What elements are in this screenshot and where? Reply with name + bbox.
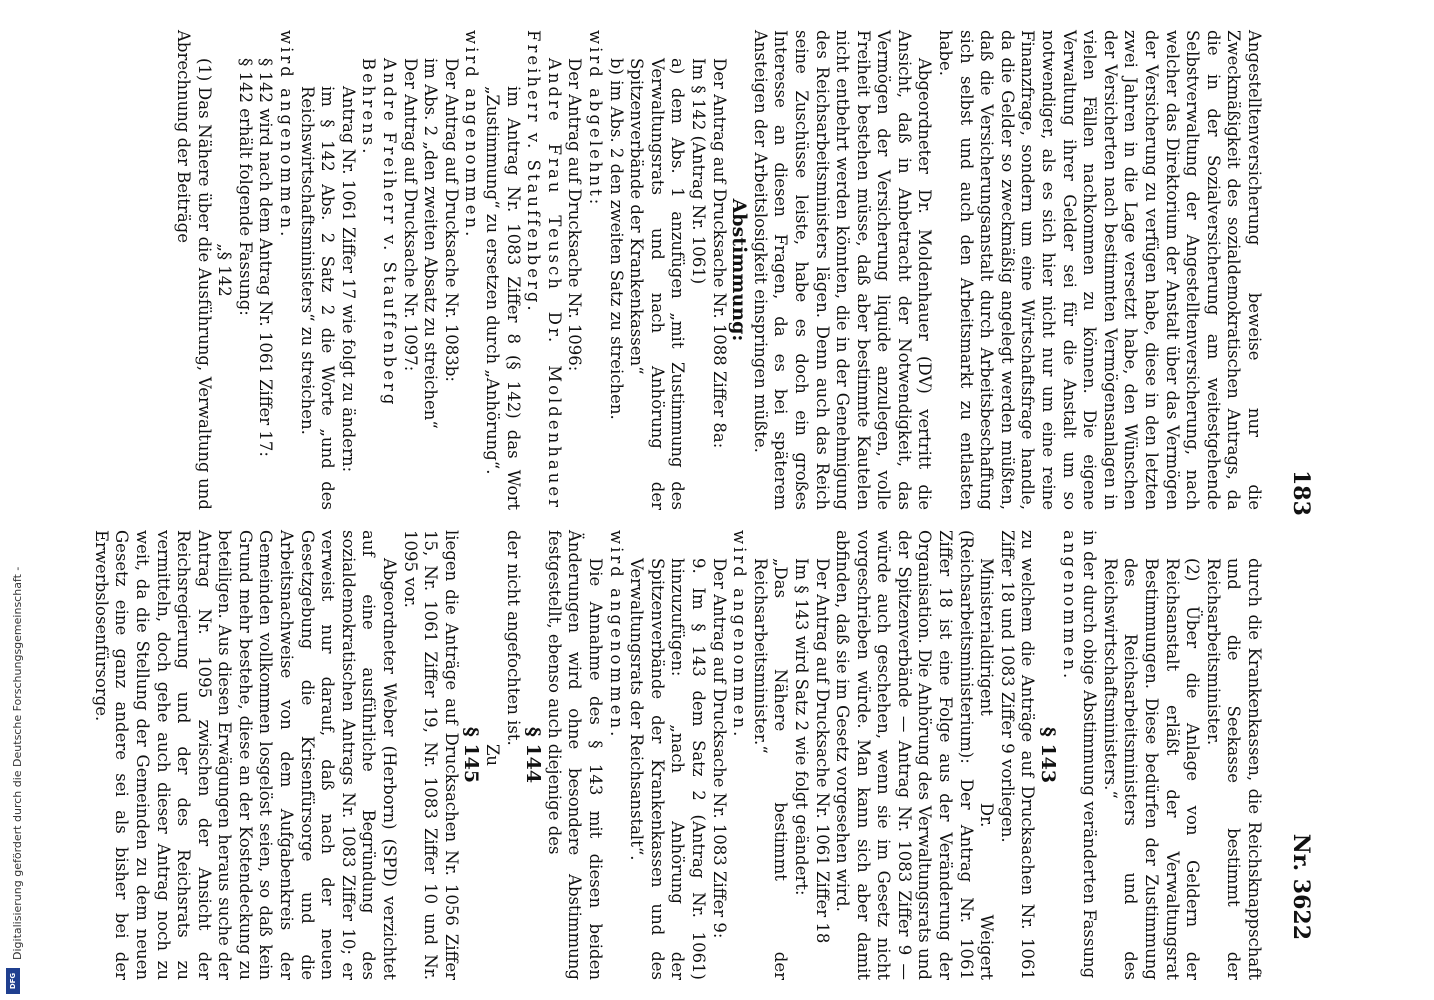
verdict: wird angenommen. [730,530,750,740]
paragraph: Die Annahme des § 143 mit diesen beiden Änderungen wird ohne besondere Abstimmung festgestellt, ebenso auch diejenige des [544,530,605,980]
paragraph: der nicht angefochten ist. [503,530,523,746]
paragraph: liegen die Anträge auf Drucksachen Nr. 1056 Ziffer 15, Nr. 1061 Ziffer 19, Nr. 1083 Ziffer 10 und Nr. 1095 vor. [400,530,461,980]
paragraph: (2) Über die Anlage von Geldern der Reichsanstalt erläßt der Verwaltungsrat Bestimmungen. Diese bedürfen der Zustimmung des Reichsarbeitsministers und des Reichswirtschaftsministers.“ [1100,558,1203,980]
paragraph: Antrag Nr. 1061 Ziffer 17 wie folgt zu ändern: [338,86,358,473]
paragraph: in der durch obige Abstimmung veränderten Fassung [1080,530,1100,979]
paragraph: zu welchem die Anträge auf Drucksachen Nr. 1061 Ziffer 18 und 1083 Ziffer 9 vorliegen. [997,530,1038,980]
paragraph: Ministerialdirigent Dr. Weigert (Reichsarbeitsministerium): Der Antrag Nr. 1061 Ziffer 18 ist eine Folge aus der Veränderung der Organisation. Die Anhörung des Verwaltungsrats und der Spitzenverbände — Antrag Nr. 1083 Ziffer 9 — würde auch geschehen, wenn sie im Gesetz nicht vorgeschrieben würde. Man kann sich aber damit abfinden, daß sie im Gesetz vorgesehen wird. [833,530,997,980]
paragraph: (1) Das Nähere über die Ausführung, Verwaltung und Abrechnung der Beiträge [174,30,214,510]
left-column [173,30,1264,510]
section-heading: Abstimmung: [728,198,751,342]
section-heading: § 144 [522,726,545,784]
dfg-logo-icon [6,968,20,994]
paragraph: Behrens. [359,58,379,157]
verdict: angenommen. [1059,530,1079,682]
verdict: wird abgelehnt: [586,30,605,208]
paragraph: § 142 erhält folgende Fassung: [235,58,255,316]
section-heading: § 143 [1037,726,1060,784]
paragraph: Abgeordneter Dr. Moldenhauer (DV) vertritt die Ansicht, daß in Anbetracht der Notwendigkeit, das Vermögen der Versicherung liquide anzulegen, volle Freiheit bestehen müsse, daß aber bestimmte Kautelen nicht entbehrt werden könnten, die in der Genehmigung des Reichsarbeitsministers lägen. Denn auch das Reich seine Zuschüsse leiste, habe es doch ein großes Interesse an diesen Fragen, da es bei späterem Ansteigen der Arbeitslosigkeit einspringen müßte. [750,30,935,510]
right-column [90,530,1264,980]
paragraph: Andre Frau Teusch Dr. Moldenhauer Freiherr v. Stauffenberg. [524,30,564,510]
paragraph: „Das Nähere bestimmt der Reichsarbeitsminister.“ [750,558,791,980]
paragraph: 9. Im § 143 dem Satz 2 (Antrag Nr. 1061) hinzuzufügen: „nach Anhörung der Spitzenverbände der Krankenkassen und des Verwaltungsrats der Reichsanstalt“. [627,558,708,980]
paragraph: Der Antrag auf Drucksache Nr. 1096: [565,58,585,372]
paragraph: im Antrag Nr. 1083 Ziffer 8 (§ 142) das Wort „Zustimmung“ zu ersetzen durch „Anhörung“. [483,86,523,510]
paragraph: Im § 143 wird Satz 2 wie folgt geändert: [791,558,811,896]
verdict: wird angenommen. [462,30,482,240]
paragraph: Der Antrag auf Drucksache Nr. 1083b: [441,58,461,382]
paragraph: Angestelltenversicherung beweise nur die Zweckmäßigkeit des sozialdemokratischen Antrags, da die in der Sozialversicherung am weitestgehende Selbstverwaltung der Angestelltenversicherung, nach welcher das Direktorium der Anstalt über das Vermögen der Versicherung zu verfügen habe, diese in den letzten zwei Jahren in die Lage versetzt habe, den Wünschen der Versicherten nach bestimmten Vermögensanlagen in vielen Fällen nachkommen zu können. Die eigene Verwaltung ihrer Gelder sei für die Anstalt um so notwendiger, als es sich hier nicht nur um eine reine Finanzfrage, sondern um eine Wirtschaftsfrage handle, da die Gelder so zweckmäßig angelegt werden müßten, daß die Versicherungsanstalt durch Arbeitsbeschaffung sich selbst und auch den Arbeitsmarkt zu entlasten habe. [936,30,1264,510]
paragraph: im Abs. 2 „den zweiten Absatz zu streichen“ [421,58,441,429]
paragraph: Der Antrag auf Drucksache Nr. 1097: [400,58,420,372]
quoted-heading: „§ 142 [215,243,235,297]
dfg-logo-label: DFG [9,972,17,990]
page-number: 183 [1288,470,1314,516]
paragraph: durch die Krankenkassen, die Reichsknappschaft und die Seekasse bestimmt der Reichsarbeitsminister. [1203,558,1264,980]
paragraph: Andre Freiherr v. Stauffenberg [380,58,400,408]
paragraph: Zu [483,743,503,767]
paragraph: Der Antrag auf Drucksache Nr. 1061 Ziffer 18 [812,558,832,944]
verdict: wird angenommen. [277,30,297,240]
paragraph: im § 142 Abs. 2 Satz 2 die Worte „und des Reichswirtschaftsministers“ zu streichen. [297,86,338,510]
paragraph: Im § 142 (Antrag Nr. 1061) [688,58,708,285]
digitization-footer [0,0,36,1000]
paragraph: a) dem Abs. 1 anzufügen „mit Zustimmung des Verwaltungsrats und nach Anhörung der Spitzenverbände der Krankenkassen“ [627,58,688,510]
verdict: wird angenommen. [606,530,626,740]
paragraph: § 142 wird nach dem Antrag Nr. 1061 Ziffer 17: [256,58,276,457]
paragraph: Der Antrag auf Drucksache Nr. 1083 Ziffer 9: [709,558,729,939]
document-number: Nr. 3622 [1288,833,1314,940]
paragraph: Der Antrag auf Drucksache Nr. 1088 Ziffer 8a: [709,58,729,449]
section-heading: § 145 [460,726,483,784]
funding-note: Digitalisierung gefördert durch die Deutsche Forschungsgemeinschaft - [11,566,24,960]
paragraph: b) im Abs. 2 den zweiten Satz zu streichen. [606,58,626,420]
paragraph: Abgeordneter Weber (Herborn) (SPD) verzichtet auf eine ausführliche Begründung des sozialdemokratischen Antrags Nr. 1083 Ziffer 10; er verweist nur darauf, daß nach der neuen Gesetzgebung die Krisenfürsorge und die Arbeitsnachweise von dem Aufgabenkreis der Gemeinden vollkommen losgelöst seien, so daß kein Grund mehr bestehe, diese an der Kostendeckung zu beteiligen. Aus diesen Erwägungen heraus suche der Antrag Nr. 1095 zwischen der Ansicht der Reichsregierung und der des Reichsrats zu vermitteln, doch gehe auch dieser Antrag noch zu weit, da die Stellung der Gemeinden zu dem neuen Gesetz eine ganz andere sei als bisher bei der Erwerbslosenfürsorge. [91,530,400,980]
